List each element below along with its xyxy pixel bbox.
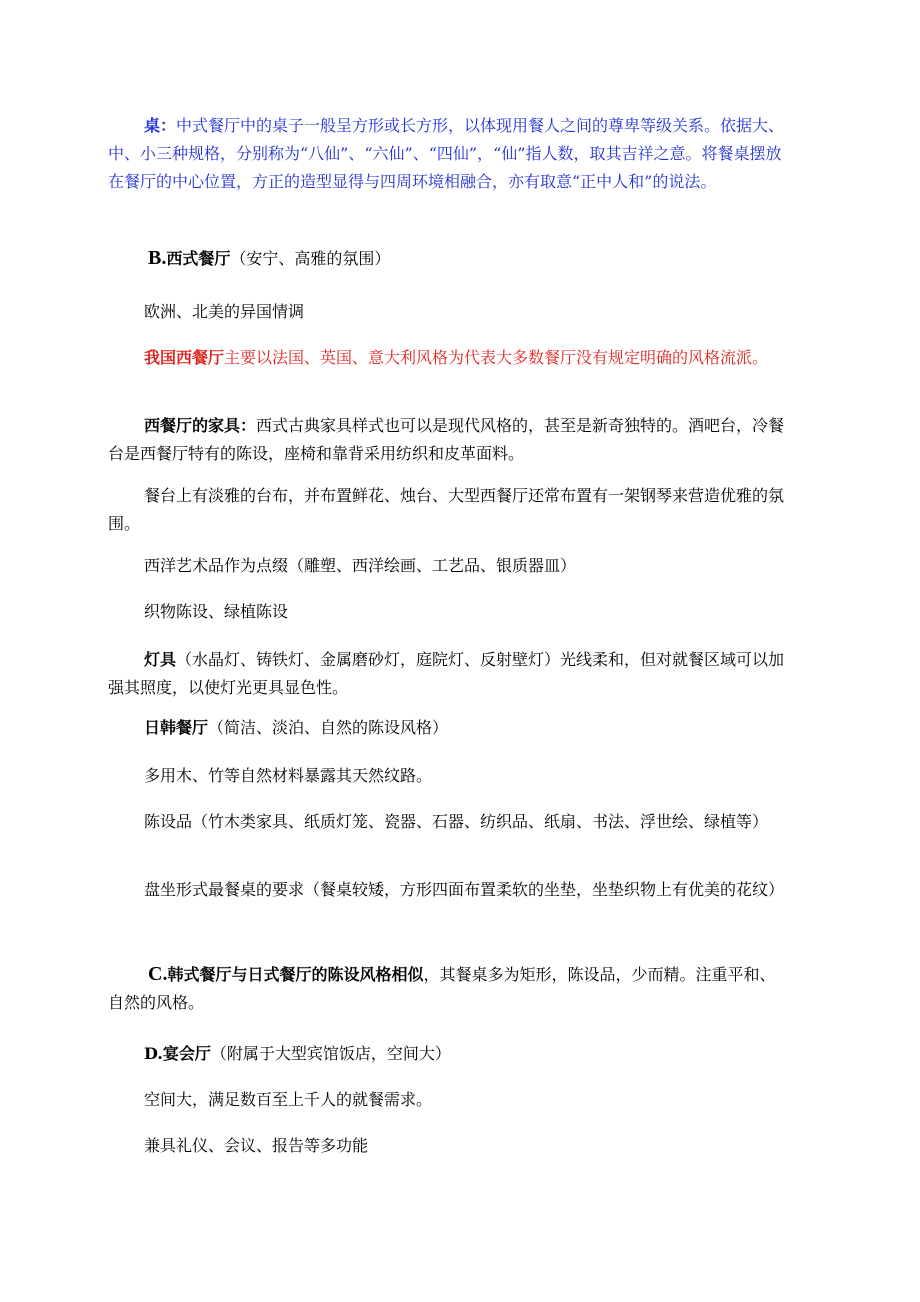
section-b-note: （安宁、高雅的氛围） — [230, 249, 391, 268]
paragraph-fabric: 织物陈设、绿植陈设 — [144, 602, 289, 621]
section-d-label: D.宴会厅 — [144, 1044, 211, 1063]
section-b-title: 西式餐厅 — [166, 249, 231, 268]
term-japan-korea: 日韩餐厅 — [144, 718, 209, 737]
furniture-text: 西式古典家具样式也可以是现代风格的，甚至是新奇独特的。酒吧台，冷餐台是西餐厅特有的陈设，座椅和靠背采用纺织和皮革面料。 — [108, 416, 785, 463]
paragraph-furniture — [108, 412, 788, 468]
section-b-heading — [148, 244, 828, 273]
paragraph-dining-table: 餐台上有淡雅的台布，并布置鲜花、烛台、大型西餐厅还常布置有一架钢琴来营造优雅的氛围。 — [108, 486, 785, 533]
term-table: 桌： — [144, 116, 177, 135]
paragraph-exotic: 欧洲、北美的异国情调 — [144, 302, 305, 321]
section-c-text: ，其餐桌多为矩形，陈设品，少而精。注重平和、自然的风格。 — [108, 965, 776, 1012]
paragraph-decor: 陈设品（竹木类家具、纸质灯笼、瓷器、石器、纺织品、纸扇、书法、浮世绘、绿植等） — [144, 812, 769, 831]
section-c-title: 韩式餐厅与日式餐厅的陈设风格相似 — [167, 965, 424, 984]
china-western-text: 主要以法国、英国、意大利风格为代表大多数餐厅没有规定明确的风格流派。 — [224, 348, 769, 367]
term-lamp: 灯具 — [144, 650, 177, 669]
term-china-western: 我国西餐厅 — [144, 348, 225, 367]
japan-korea-text: （简洁、淡泊、自然的陈设风格） — [208, 718, 449, 737]
paragraph-functions: 兼具礼仪、会议、报告等多功能 — [144, 1136, 369, 1155]
table-description-text: 中式餐厅中的桌子一般呈方形或长方形，以体现用餐人之间的尊卑等级关系。依据大、中、小三种规格，分别称为“八仙”、“六仙”、“四仙”，“仙”指人数，取其吉祥之意。将餐桌摆放在餐厅的中心位置，方正的造型显得与四周环境相融合，亦有取意“正中人和”的说法。 — [108, 116, 785, 191]
term-furniture: 西餐厅的家具： — [144, 416, 257, 435]
paragraph-japan-korea — [108, 714, 788, 742]
section-b-letter: B. — [148, 247, 167, 269]
section-c-letter: C. — [148, 963, 168, 985]
section-d-text: （附属于大型宾馆饭店，空间大） — [210, 1044, 451, 1063]
section-c-paragraph — [108, 960, 788, 1017]
section-d-heading — [108, 1040, 788, 1068]
paragraph-seat: 盘坐形式最餐桌的要求（餐桌较矮，方形四面布置柔软的坐垫，坐垫织物上有优美的花纹） — [144, 880, 785, 899]
paragraph-art: 西洋艺术品作为点缀（雕塑、西洋绘画、工艺品、银质器皿） — [144, 556, 577, 575]
paragraph-wood: 多用木、竹等自然材料暴露其天然纹路。 — [144, 766, 433, 785]
paragraph-space: 空间大，满足数百至上千人的就餐需求。 — [144, 1090, 433, 1109]
paragraph-table-description — [108, 112, 788, 196]
paragraph-china-western — [108, 344, 788, 372]
paragraph-lamp — [108, 646, 788, 702]
lamp-text: （水晶灯、铸铁灯、金属磨砂灯，庭院灯、反射壁灯）光线柔和，但对就餐区域可以加强其照度，以使灯光更具显色性。 — [108, 650, 785, 697]
